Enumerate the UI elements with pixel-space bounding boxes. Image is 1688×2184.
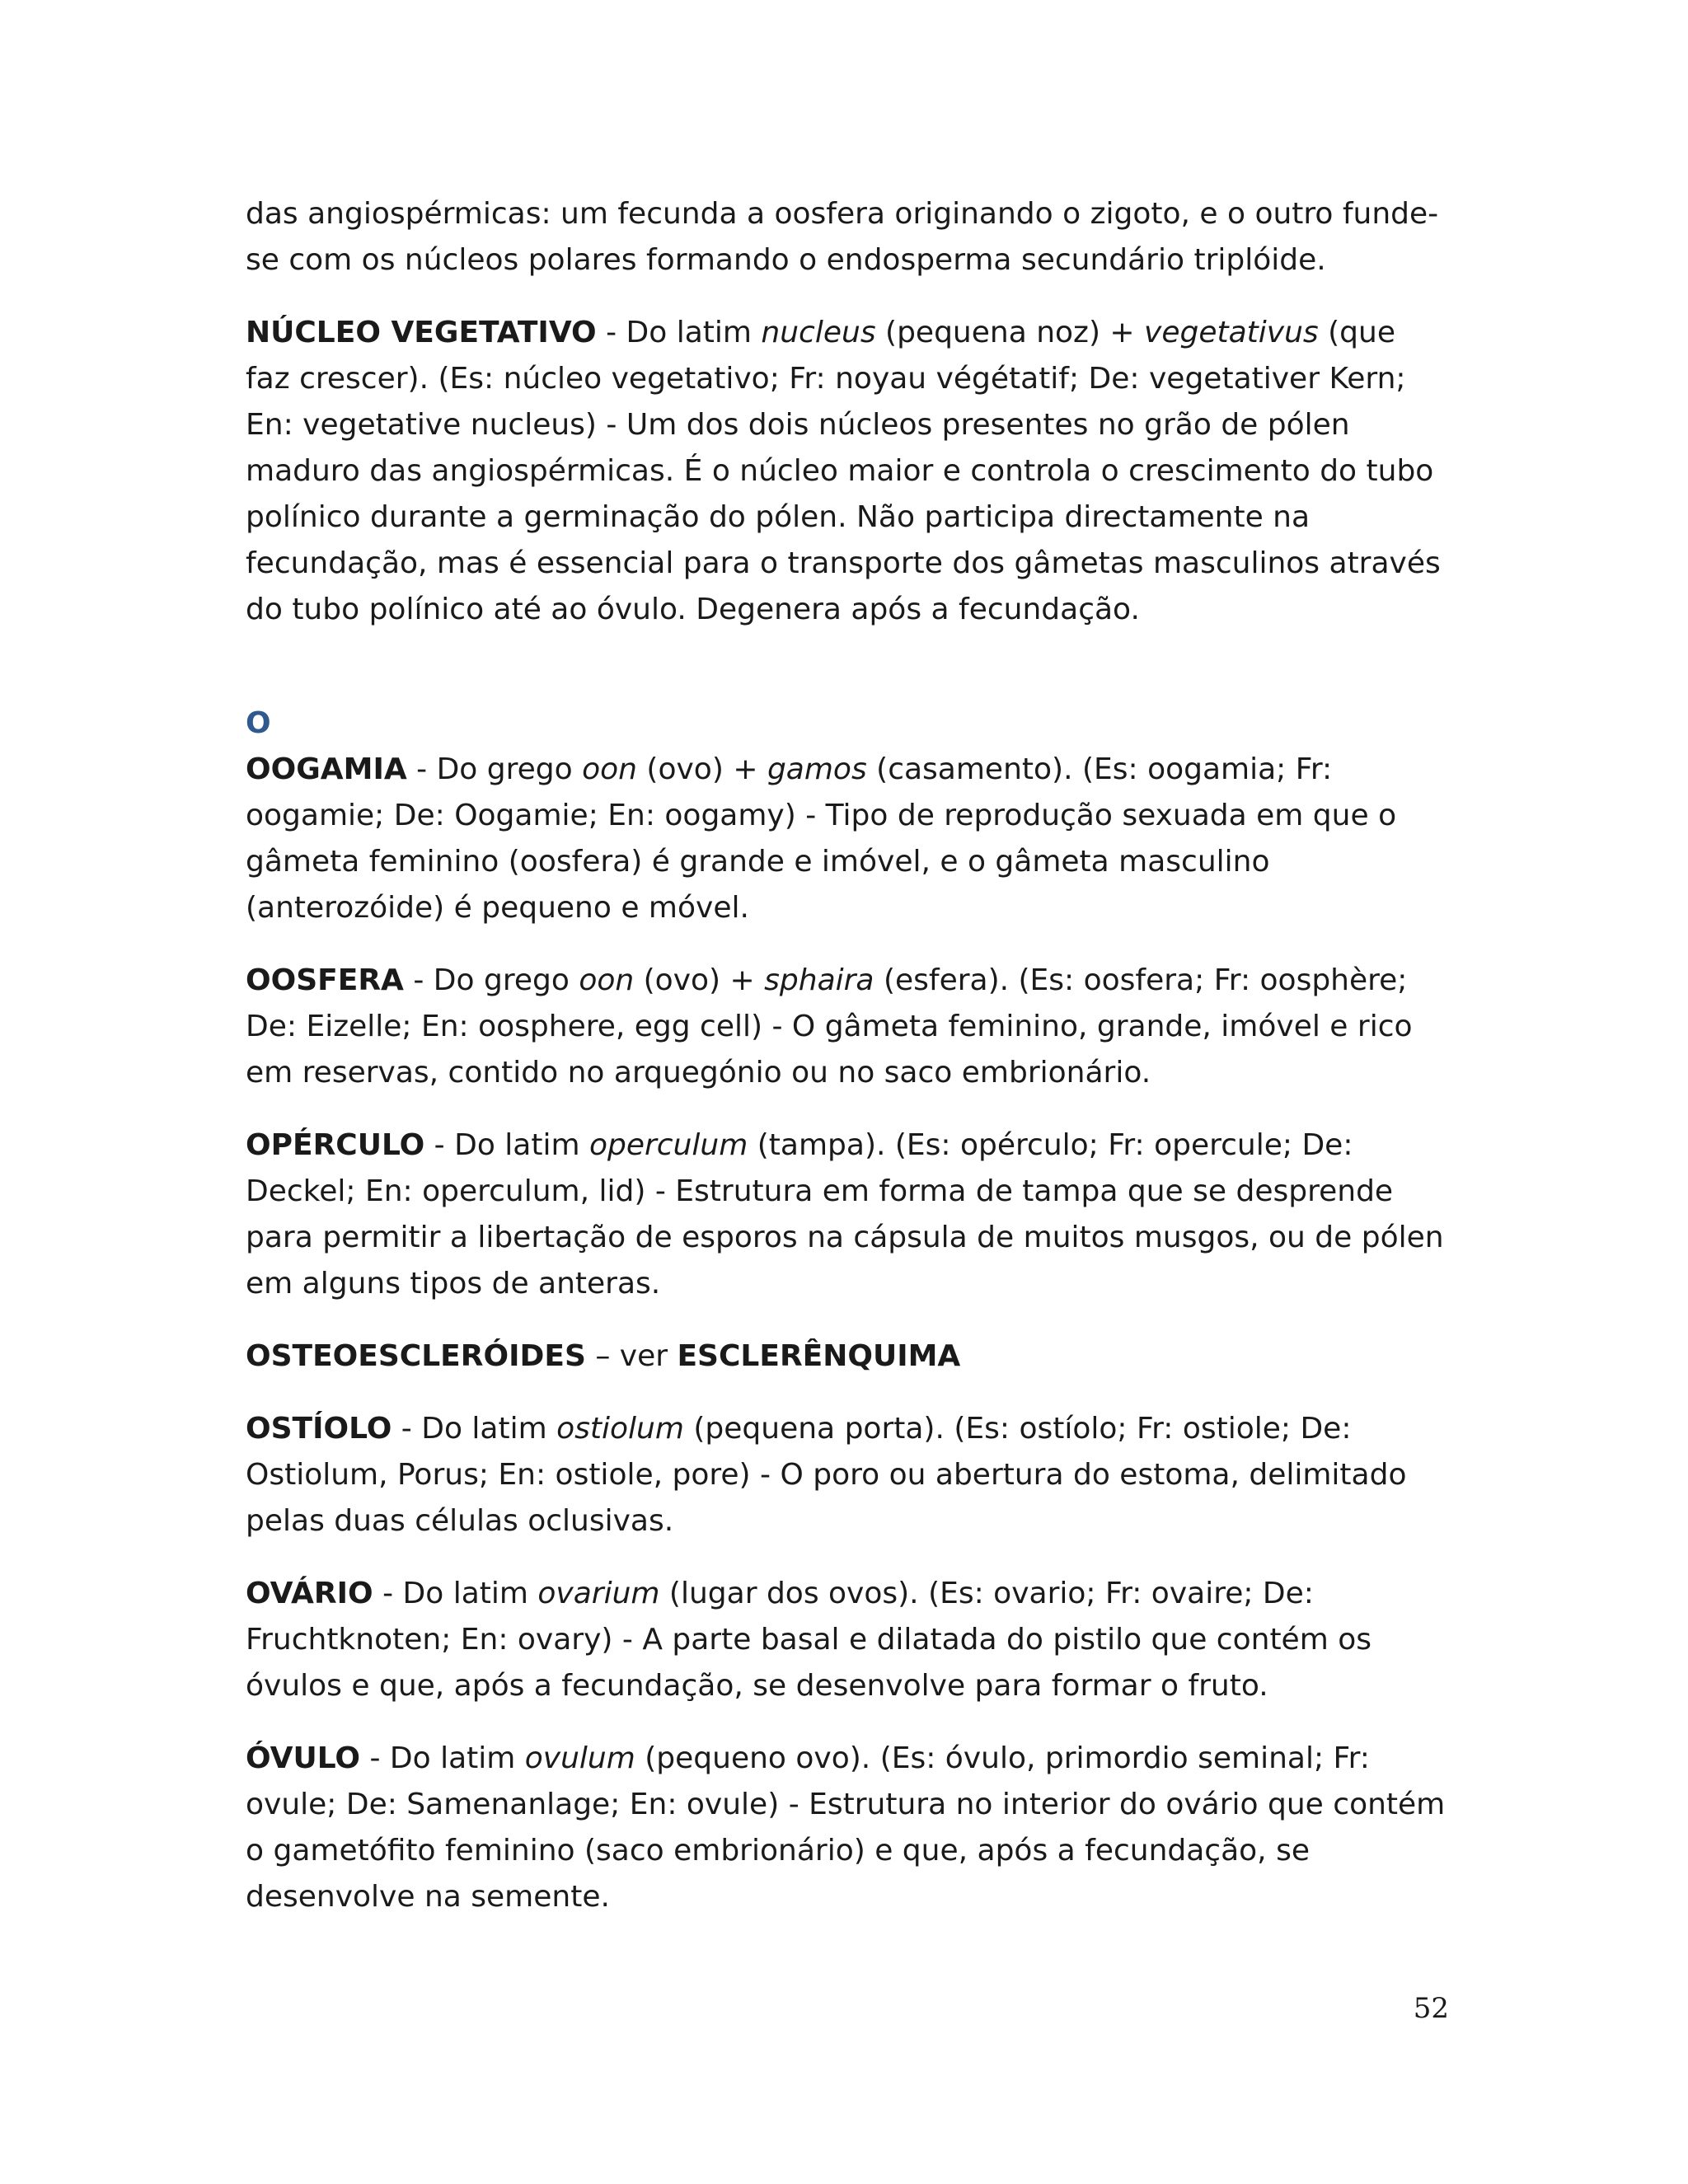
- continuation-paragraph: das angiospérmicas: um fecunda a oosfera originando o zigoto, e o outro funde-se com os núcleos polares formando o endosperma secundário triplóide.: [246, 197, 1439, 277]
- entry-oosfera: [246, 958, 1449, 1096]
- glossary-content: [246, 191, 1449, 1947]
- entry-osteoescleroides: [246, 1333, 1449, 1380]
- entry-etymology: ovulum: [524, 1741, 635, 1775]
- entry-term: OOGAMIA: [246, 752, 407, 786]
- entry-text: (esfera). (Es: oosfera; Fr: oosphère; De: Eizelle; En: oosphere, egg cell) - O gâmeta feminino, grande, imóvel e rico em reservas, contido no arquegónio ou no saco embrionário.: [246, 963, 1413, 1090]
- page-number: 52: [1413, 1992, 1449, 2025]
- entry-etymology: oon: [582, 752, 637, 786]
- entry-text: - Do grego: [406, 752, 583, 786]
- entry-term: ÓVULO: [246, 1741, 360, 1775]
- entry-text: (lugar dos ovos). (Es: ovario; Fr: ovaire; De: Fruchtknoten; En: ovary) - A parte basal e dilatada do pistilo que contém os óvulos e que, após a fecundação, se desenvolve para formar o fruto.: [246, 1577, 1372, 1703]
- entry-text: (ovo) +: [636, 752, 767, 786]
- entry-text: - Do latim: [392, 1412, 557, 1446]
- entry-text: (tampa). (Es: opérculo; Fr: opercule; De: Deckel; En: operculum, lid) - Estrutura em forma de tampa que se desprende para permitir a libertação de esporos na cápsula de muitos musgos, ou de pólen em alguns tipos de anteras.: [246, 1128, 1444, 1301]
- entry-text: - Do latim: [596, 316, 762, 349]
- entry-ovulo: [246, 1736, 1449, 1920]
- entry-etymology: ostiolum: [556, 1412, 684, 1446]
- entry-etymology: ovarium: [537, 1577, 660, 1610]
- entry-etymology: oon: [579, 963, 635, 997]
- entry-text: (pequena noz) +: [875, 316, 1145, 349]
- entry-text: (pequena porta). (Es: ostíolo; Fr: ostiole; De: Ostiolum, Porus; En: ostiole, pore) - O poro ou abertura do estoma, delimitado pelas duas células oclusivas.: [246, 1412, 1407, 1538]
- entry-term: NÚCLEO VEGETATIVO: [246, 316, 597, 349]
- see-reference-term: ESCLERÊNQUIMA: [677, 1339, 961, 1373]
- entry-etymology: gamos: [767, 752, 867, 786]
- entry-nucleo-vegetativo: [246, 310, 1449, 633]
- entry-term: OSTEOESCLERÓIDES: [246, 1339, 586, 1373]
- entry-etymology: vegetativus: [1144, 316, 1319, 349]
- entry-text: - Do latim: [373, 1577, 538, 1610]
- entry-text: - Do latim: [424, 1128, 589, 1162]
- entry-term: OVÁRIO: [246, 1577, 373, 1610]
- entry-text: - Do latim: [360, 1741, 525, 1775]
- entry-term: OOSFERA: [246, 963, 404, 997]
- entry-text: (ovo) +: [634, 963, 765, 997]
- entry-term: OPÉRCULO: [246, 1128, 425, 1162]
- entry-text: (casamento). (Es: oogamia; Fr: oogamie; De: Oogamie; En: oogamy) - Tipo de reprodução sexuada em que o gâmeta feminino (oosfera) é grande e imóvel, e o gâmeta masculino (anterozóide) é pequeno e móvel.: [246, 752, 1397, 925]
- see-reference-text: – ver: [585, 1339, 678, 1373]
- entry-etymology: operculum: [588, 1128, 748, 1162]
- entry-text: (pequeno ovo). (Es: óvulo, primordio seminal; Fr: ovule; De: Samenanlage; En: ovule) - Estrutura no interior do ovário que contém o gametófito feminino (saco embrionário) e que, após a fecundação, se desenvolve na semente.: [246, 1741, 1446, 1914]
- entry-text: (que faz crescer). (Es: núcleo vegetativo; Fr: noyau végétatif; De: vegetativer Kern; En: vegetative nucleus) - Um dos dois núcleos presentes no grão de pólen maduro das angiospérmicas. É o núcleo maior e controla o crescimento do tubo polínico durante a germinação do pólen. Não participa directamente na fecundação, mas é essencial para o transporte dos gâmetas masculinos através do tubo polínico até ao óvulo. Degenera após a fecundação.: [246, 316, 1441, 626]
- entry-operculo: [246, 1122, 1449, 1307]
- entry-term: OSTÍOLO: [246, 1412, 392, 1446]
- entry-oogamia: [246, 747, 1449, 931]
- entry-text: - Do grego: [403, 963, 579, 997]
- entry-etymology: sphaira: [764, 963, 874, 997]
- entry-etymology: nucleus: [761, 316, 876, 349]
- entry-ostiolo: [246, 1406, 1449, 1544]
- entry-ovario: [246, 1571, 1449, 1709]
- letter-heading: O: [246, 706, 271, 740]
